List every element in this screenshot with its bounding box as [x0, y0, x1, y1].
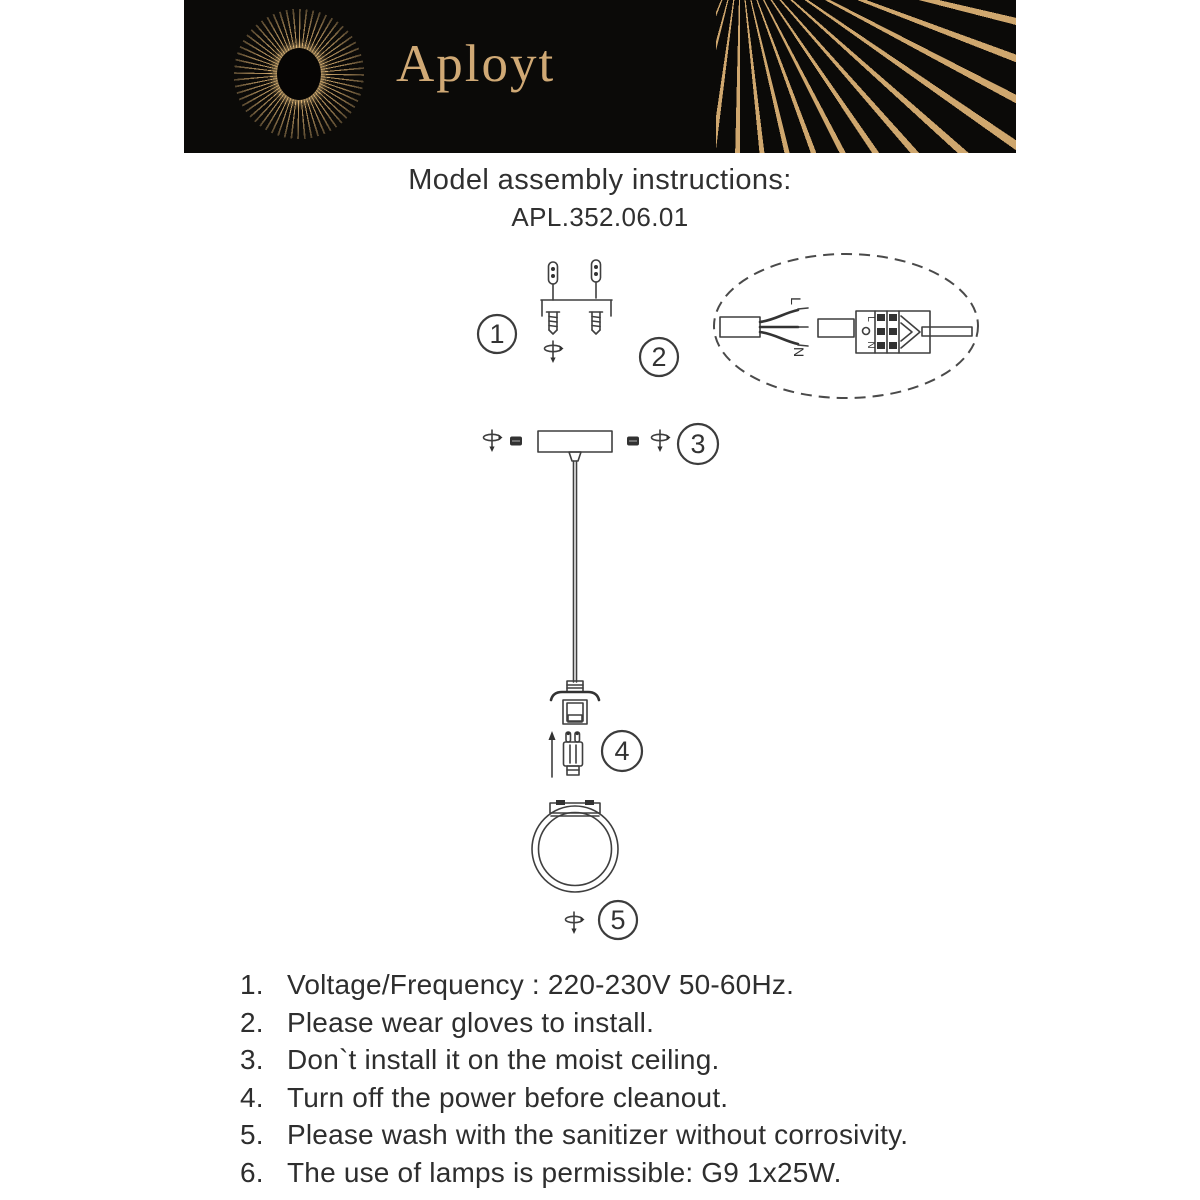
instruction-number: 6. [240, 1156, 264, 1188]
step3-marker [678, 424, 718, 464]
neutral-wire-label: N [791, 346, 807, 358]
instruction-number: 1. [240, 969, 264, 1000]
block-live-label: L [865, 316, 876, 322]
instruction-text: Turn off the power before cleanout. [287, 1081, 729, 1113]
step4-socket-and-bulb [549, 681, 600, 777]
instruction-item [240, 1079, 1040, 1117]
instruction-item [240, 1004, 1040, 1042]
supply-cable [720, 308, 808, 346]
step5-ring-shade [532, 800, 618, 934]
instruction-text: Please wear gloves to install. [287, 1006, 655, 1038]
instruction-item [240, 966, 1040, 1004]
instruction-text: Voltage/Frequency : 220-230V 50-60Hz. [287, 969, 795, 1000]
step5-number: 5 [610, 905, 626, 935]
page-title: Model assembly instructions: [408, 164, 792, 196]
instruction-number: 2. [240, 1006, 264, 1038]
step2-marker [640, 338, 678, 376]
step1-marker [478, 315, 516, 353]
wiring-callout-oval [714, 254, 978, 398]
step3-canopy [484, 430, 671, 682]
g9-bulb [564, 732, 583, 775]
instruction-text: The use of lamps is permissible: G9 1x25W. [287, 1156, 842, 1188]
instruction-list [240, 966, 1040, 1192]
model-number: APL.352.06.01 [511, 202, 689, 232]
terminal-block [818, 311, 972, 353]
step4-number: 4 [614, 736, 630, 766]
instruction-number: 3. [240, 1044, 264, 1076]
block-neutral-label: N [865, 341, 876, 349]
instruction-item [240, 1041, 1040, 1079]
step2-number: 2 [651, 342, 667, 372]
step3-number: 3 [690, 429, 706, 459]
step2-wiring-diagram [714, 254, 978, 398]
instruction-text: Don`t install it on the moist ceiling. [287, 1044, 720, 1076]
instruction-item [240, 1154, 1040, 1192]
instruction-item [240, 1116, 1040, 1154]
instruction-number: 5. [240, 1119, 264, 1151]
step1-number: 1 [489, 319, 505, 349]
live-wire-label: L [788, 297, 804, 305]
step1-mounting-parts [541, 260, 612, 363]
step4-marker [602, 731, 642, 771]
brand-wordmark: Aployt [396, 35, 556, 93]
instruction-number: 4. [240, 1081, 264, 1113]
instruction-text: Please wash with the sanitizer without corrosivity. [287, 1119, 909, 1151]
step5-marker [599, 901, 637, 939]
